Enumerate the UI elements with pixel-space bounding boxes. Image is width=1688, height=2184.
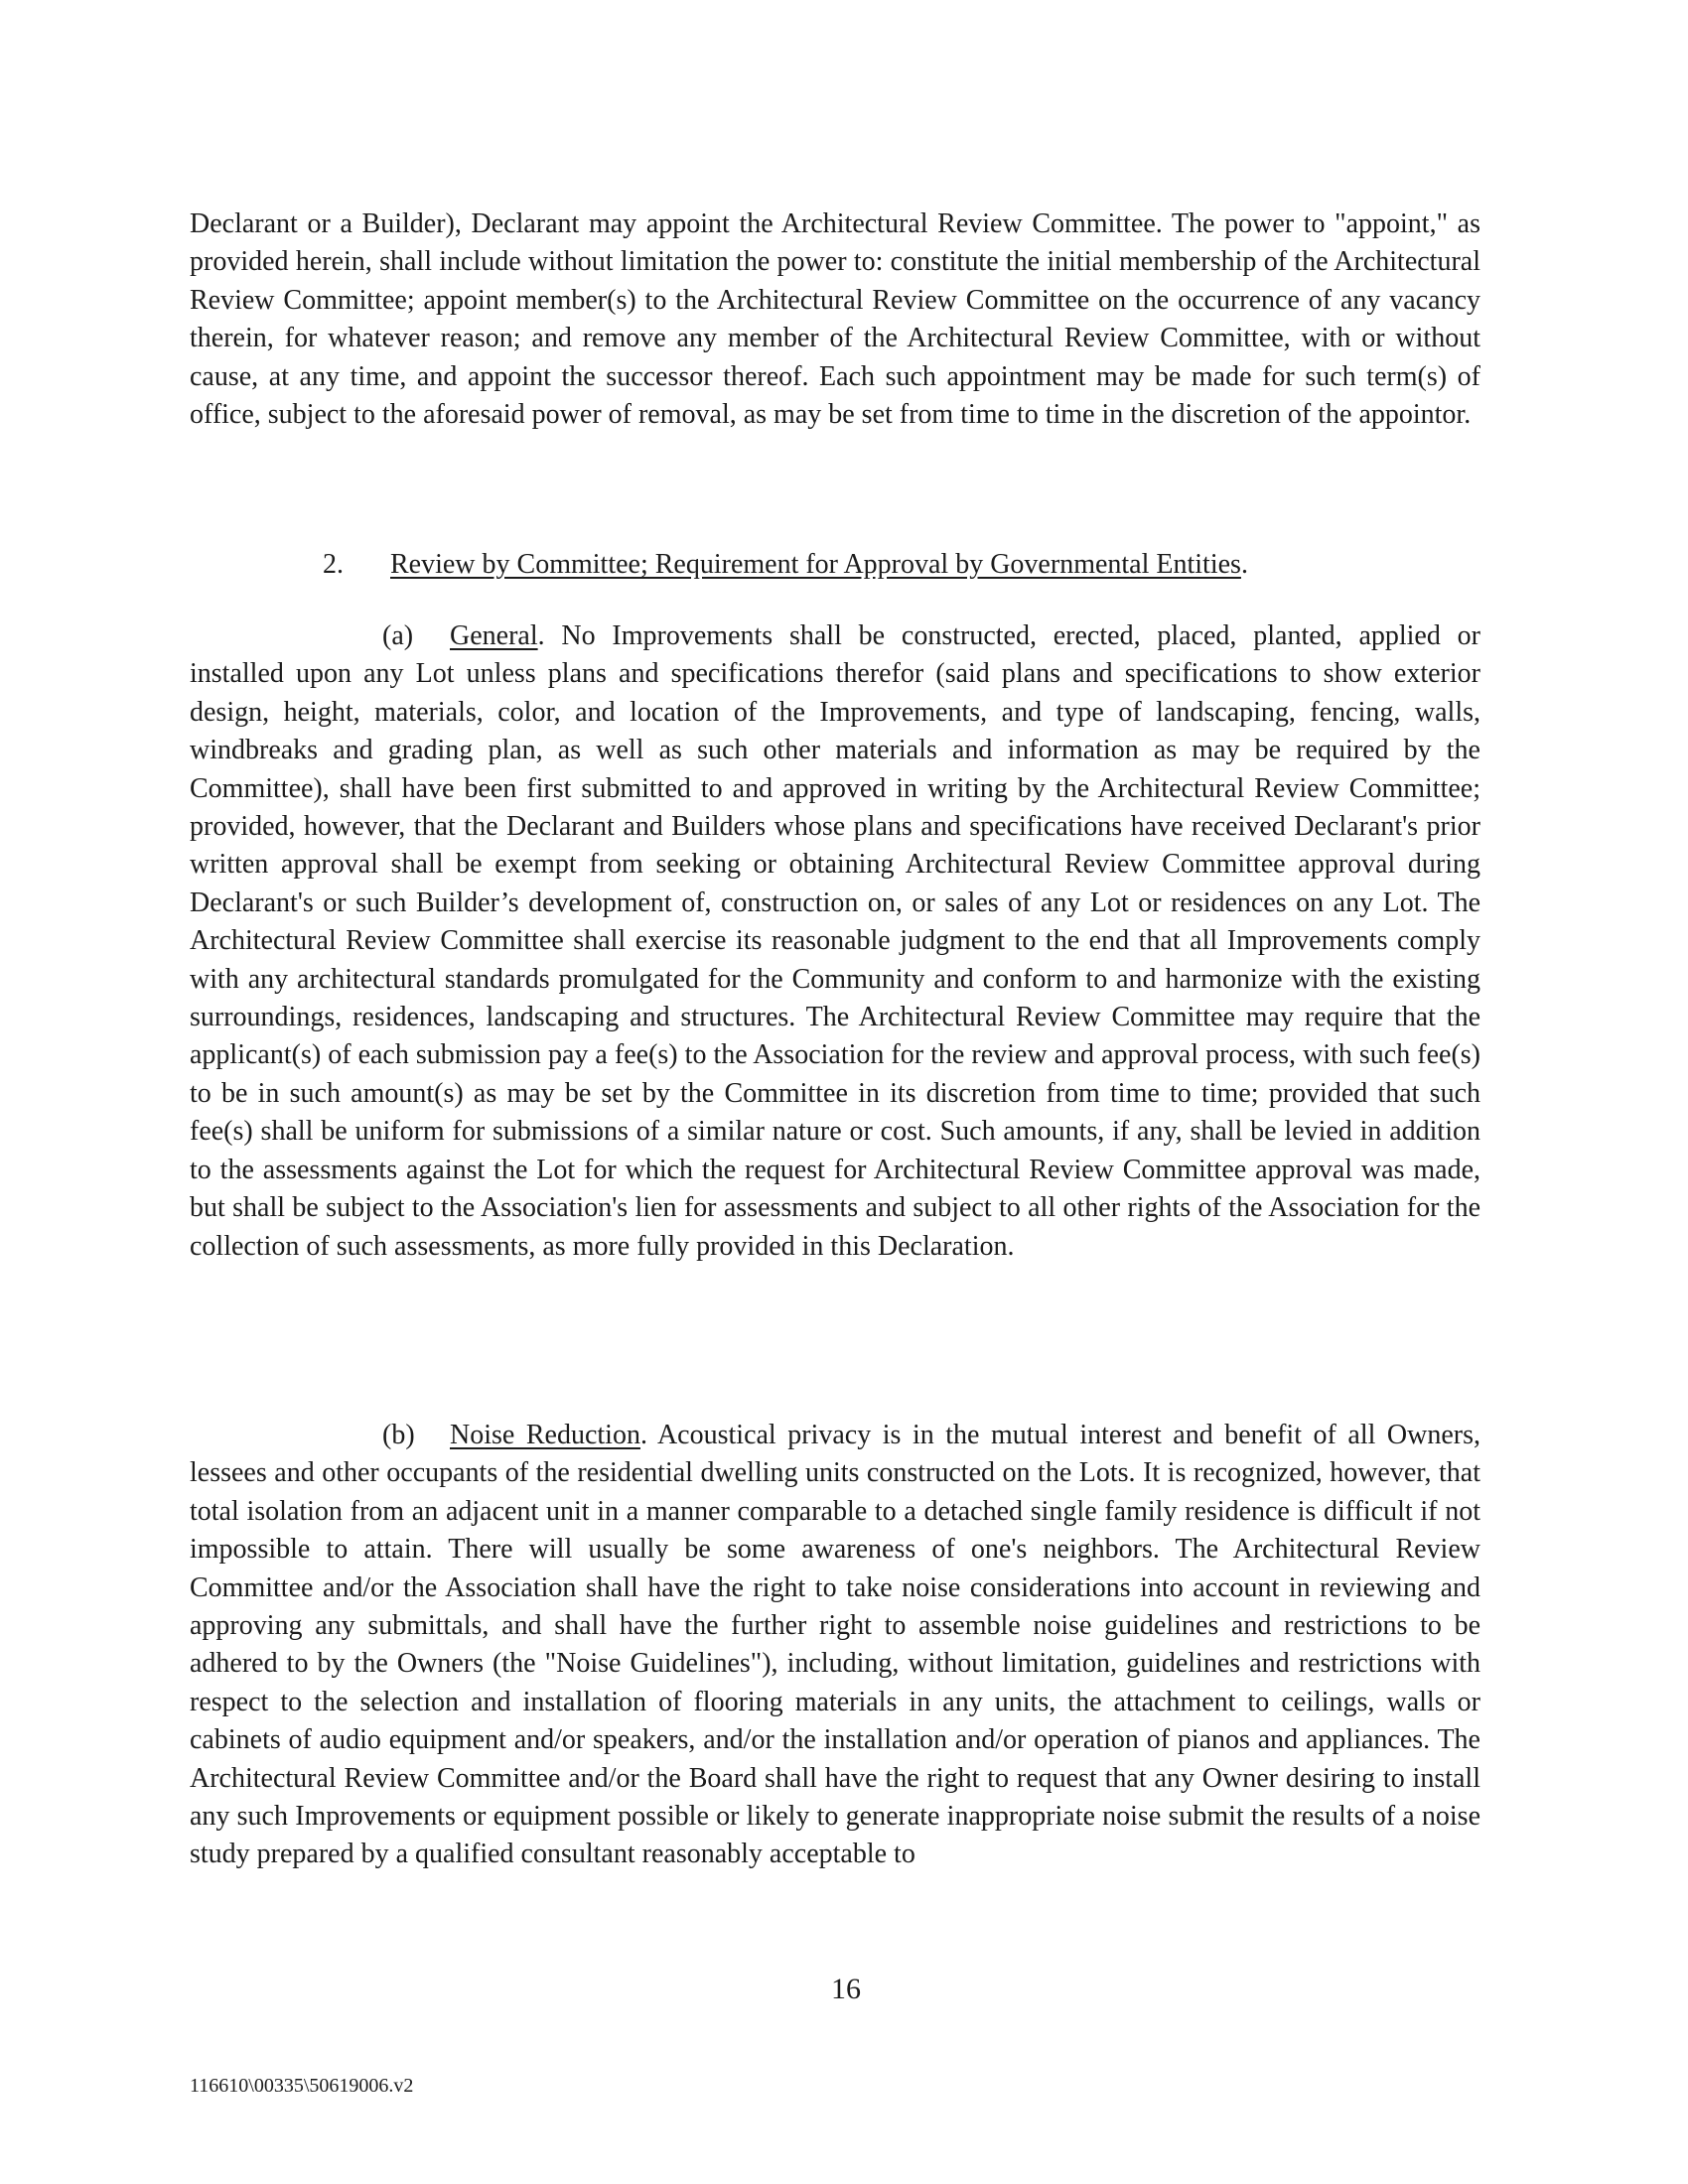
subsection-b-title: Noise Reduction	[450, 1420, 640, 1450]
page-number: 16	[831, 1973, 861, 2005]
section-2-heading	[323, 546, 1248, 584]
document-id: 116610\00335\50619006.v2	[190, 2075, 414, 2097]
subsection-b-noise-reduction	[190, 1417, 1480, 1874]
section-2-number: 2.	[323, 549, 344, 580]
subsection-a-label: (a)	[382, 620, 414, 651]
section-2-title: Review by Committee; Requirement for Approval by Governmental Entities	[390, 549, 1241, 580]
subsection-b-label: (b)	[382, 1420, 415, 1450]
subsection-a-general	[190, 617, 1480, 1266]
subsection-a-title: General	[450, 620, 538, 651]
paragraph-intro: Declarant or a Builder), Declarant may appoint the Architectural Review Committee. The power to "appoint," as provided herein, shall include without limitation the power to: constitute the initial membership of the Architectural Review Committee; appoint member(s) to the Architectural Review Committee on the occurrence of any vacancy therein, for whatever reason; and remove any member of the Architectural Review Committee, with or without cause, at any time, and appoint the successor thereof. Each such appointment may be made for such term(s) of office, subject to the aforesaid power of removal, as may be set from time to time in the discretion of the appointor.	[190, 208, 1480, 431]
subsection-a-body: . No Improvements shall be constructed, erected, placed, planted, applied or installed upon any Lot unless plans and specifications therefor (said plans and specifications to show exterior design, height, materials, color, and location of the Improvements, and type of landscaping, fencing, walls, windbreaks and grading plan, as well as such other materials and information as may be required by the Committee), shall have been first submitted to and approved in writing by the Architectural Review Committee; provided, however, that the Declarant and Builders whose plans and specifications have received Declarant's prior written approval shall be exempt from seeking or obtaining Architectural Review Committee approval during Declarant's or such Builder’s development of, construction on, or sales of any Lot or residences on any Lot. The Architectural Review Committee shall exercise its reasonable judgment to the end that all Improvements comply with any architectural standards promulgated for the Community and conform to and harmonize with the existing surroundings, residences, landscaping and structures. The Architectural Review Committee may require that the applicant(s) of each submission pay a fee(s) to the Association for the review and approval process, with such fee(s) to be in such amount(s) as may be set by the Committee in its discretion from time to time; provided that such fee(s) shall be uniform for submissions of a similar nature or cost. Such amounts, if any, shall be levied in addition to the assessments against the Lot for which the request for Architectural Review Committee approval was made, but shall be subject to the Association's lien for assessments and subject to all other rights of the Association for the collection of such assessments, as more fully provided in this Declaration.	[190, 620, 1480, 1262]
subsection-b-body: . Acoustical privacy is in the mutual interest and benefit of all Owners, lessees and other occupants of the residential dwelling units constructed on the Lots. It is recognized, however, that total isolation from an adjacent unit in a manner comparable to a detached single family residence is difficult if not impossible to attain. There will usually be some awareness of one's neighbors. The Architectural Review Committee and/or the Association shall have the right to take noise considerations into account in reviewing and approving any submittals, and shall have the further right to assemble noise guidelines and restrictions to be adhered to by the Owners (the "Noise Guidelines"), including, without limitation, guidelines and restrictions with respect to the selection and installation of flooring materials in any units, the attachment to ceilings, walls or cabinets of audio equipment and/or speakers, and/or the installation and/or operation of pianos and appliances. The Architectural Review Committee and/or the Board shall have the right to request that any Owner desiring to install any such Improvements or equipment possible or likely to generate inappropriate noise submit the results of a noise study prepared by a qualified consultant reasonably acceptable to	[190, 1420, 1481, 1870]
section-2-title-end: .	[1240, 549, 1248, 580]
